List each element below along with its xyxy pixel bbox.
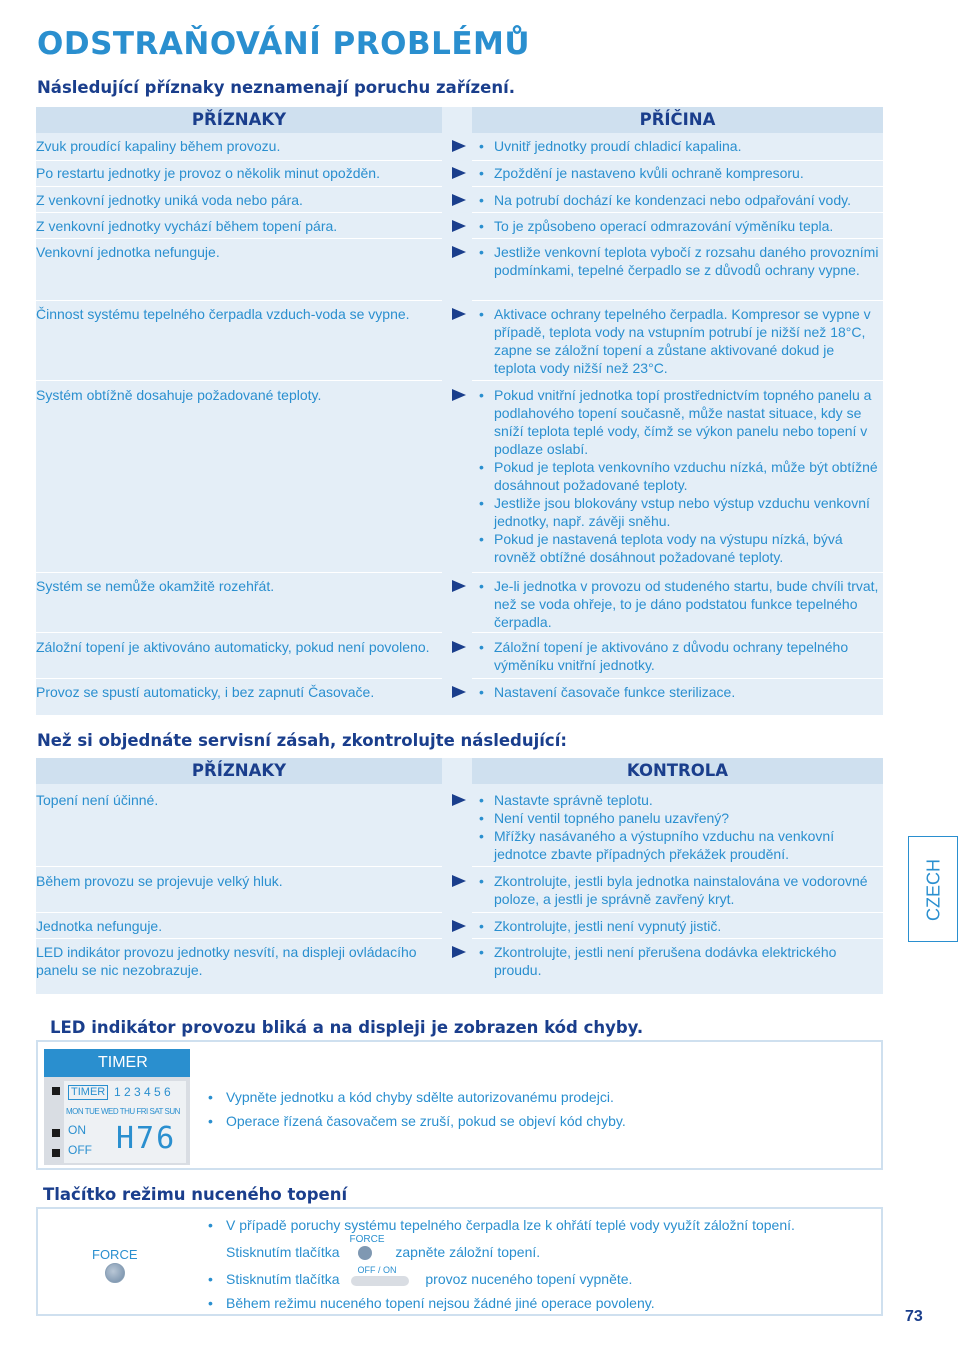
row-divider <box>36 300 442 301</box>
force-inline-icon: FORCE <box>347 1243 387 1261</box>
list-item: Stisknutím tlačítka FORCE zapněte záložní topení. <box>226 1234 541 1260</box>
page-title: ODSTRAŇOVÁNÍ PROBLÉMŮ <box>37 26 531 62</box>
cause-cell <box>479 638 879 674</box>
arrow-icon <box>452 875 466 887</box>
arrow-icon <box>452 167 466 179</box>
section2-heading: Než si objednáte servisní zásah, zkontrolujte následující: <box>37 731 567 750</box>
cause-cell <box>479 191 879 209</box>
arrow-icon <box>452 308 466 320</box>
check-cell <box>479 791 879 863</box>
list-item: • Mřížky nasávaného a výstupního vzduchu na venkovní jednotce zbavte případných překážek proudění. <box>479 827 879 863</box>
lcd-screen: TIMER 1 2 3 4 5 6 MON TUE WED THU FRI SAT SUN ON OFF H76 <box>64 1081 186 1163</box>
arrow-icon <box>452 686 466 698</box>
list-item: • Pokud vnitřní jednotka topí prostřednictvím topného panelu a podlahového topení současně, může nastat situace, kdy se sníží teplota teplé vody, čímž se výkon panelu nebo topení v podlaze oslabí. <box>479 386 879 458</box>
row-divider <box>36 912 442 913</box>
section1-heading: Následující příznaky neznamenají poruchu zařízení. <box>37 78 516 97</box>
indicator-mark <box>52 1129 60 1137</box>
cause-cell <box>479 243 879 279</box>
row-divider <box>36 186 442 187</box>
symptom-cell: Zvuk proudící kapaliny během provozu. <box>36 138 281 154</box>
row-divider <box>36 160 442 161</box>
cause-cell <box>479 217 879 235</box>
list-item: • Zkontrolujte, jestli byla jednotka nainstalována ve vodorovné poloze, a jestli je správně zavřený kryt. <box>479 872 879 908</box>
indicator-mark <box>52 1087 60 1095</box>
error-bullets <box>208 1088 626 1130</box>
list-item: • Zpoždění je nastaveno kvůli ochraně kompresoru. <box>479 164 879 182</box>
row-divider <box>472 572 883 573</box>
symptom-cell: Topení není účinné. <box>36 792 159 808</box>
list-item: • Během režimu nuceného topení nejsou žádné jiné operace povoleny. <box>208 1295 655 1311</box>
list-item: • Jestliže jsou blokovány vstup nebo výstup vzduchu venkovní jednotky, např. závěji sněhu. <box>479 494 879 530</box>
symptom-cell: Z venkovní jednotky vychází během topení pára. <box>36 218 338 234</box>
check-cell <box>479 917 879 935</box>
force-instructions <box>208 1216 868 1312</box>
list-item: • Nastavte správně teplotu. <box>479 791 879 809</box>
indicator-mark <box>52 1149 60 1157</box>
symptom-cell: Během provozu se projevuje velký hluk. <box>36 873 283 889</box>
row-divider <box>36 380 442 381</box>
row-divider <box>472 238 883 239</box>
list-item: • Uvnitř jednotky proudí chladicí kapalina. <box>479 137 879 155</box>
row-divider <box>36 632 442 633</box>
row-divider <box>472 212 883 213</box>
symptom-cell: Z venkovní jednotky uniká voda nebo pára. <box>36 192 303 208</box>
row-divider <box>472 160 883 161</box>
row-divider <box>472 380 883 381</box>
cause-column-header: PŘÍČINA <box>472 107 883 133</box>
row-divider <box>472 186 883 187</box>
symptom-cell: Jednotka nefunguje. <box>36 918 163 934</box>
cause-cell <box>479 577 879 631</box>
arrow-icon <box>452 194 466 206</box>
list-item: • Vypněte jednotku a kód chyby sdělte autorizovanému prodejci. <box>208 1089 614 1105</box>
arrow-icon <box>452 920 466 932</box>
timer-tab: TIMER <box>44 1049 190 1077</box>
symptom2-column-header: PŘÍZNAKY <box>36 758 442 784</box>
arrow-icon <box>452 946 466 958</box>
cause-cell <box>479 164 879 182</box>
arrow-icon <box>452 140 466 152</box>
symptom-cell: Systém obtížně dosahuje požadované teploty. <box>36 387 322 403</box>
row-divider <box>36 678 442 679</box>
list-item: • Stisknutím tlačítka OFF / ON provoz nuceného topení vypněte. <box>208 1265 633 1287</box>
list-item: • Jestliže venkovní teplota vybočí z rozsahu daného provozními podmínkami, tepelné čerpadlo se z důvodů ochrany vypne. <box>479 243 879 279</box>
arrow-icon <box>452 389 466 401</box>
symptom-cell: Provoz se spustí automaticky, i bez zapnutí Časovače. <box>36 684 375 700</box>
list-item: • To je způsobeno operací odmrazování výměníku tepla. <box>479 217 879 235</box>
row-divider <box>472 678 883 679</box>
symptom-cell: Záložní topení je aktivováno automaticky, pokud není povoleno. <box>36 639 430 655</box>
error-code: H76 <box>116 1121 177 1156</box>
row-divider <box>36 238 442 239</box>
cause-cell <box>479 386 879 566</box>
row-divider <box>472 938 883 939</box>
row-divider <box>472 912 883 913</box>
row-divider <box>36 938 442 939</box>
row-divider <box>472 300 883 301</box>
off-on-inline-icon: OFF / ON <box>347 1270 417 1288</box>
arrow-icon <box>452 794 466 806</box>
row-divider <box>36 212 442 213</box>
row-divider <box>472 632 883 633</box>
row-divider <box>472 866 883 867</box>
section3-heading: LED indikátor provozu bliká a na displeji je zobrazen kód chyby. <box>50 1018 644 1037</box>
list-item: • Záložní topení je aktivováno z důvodu ochrany tepelného výměníku vnitřní jednotky. <box>479 638 879 674</box>
cause-cell <box>479 305 879 377</box>
list-item: • Zkontrolujte, jestli není přerušena dodávka elektrického proudu. <box>479 943 879 979</box>
symptom-column-header: PŘÍZNAKY <box>36 107 442 133</box>
check-cell <box>479 872 879 908</box>
list-item: • Aktivace ochrany tepelného čerpadla. Kompresor se vypne v případě, teplota vody na vstupním potrubí je nižší než 18°C, zapne se záložní topení a zůstane aktivované dokud je teplota vody nižší než 23°C. <box>479 305 879 377</box>
arrow-icon <box>452 220 466 232</box>
list-item: • Pokud je teplota venkovního vzduchu nízká, může být obtížné dosáhnout požadované teploty. <box>479 458 879 494</box>
force-button[interactable] <box>105 1263 125 1283</box>
symptom-cell: LED indikátor provozu jednotky nesvítí, na displeji ovládacího panelu se nic nezobrazuje. <box>36 944 417 978</box>
row-divider <box>36 866 442 867</box>
list-item: • Nastavení časovače funkce sterilizace. <box>479 683 879 701</box>
list-item: • Zkontrolujte, jestli není vypnutý jistič. <box>479 917 879 935</box>
symptom-cell: Po restartu jednotky je provoz o několik minut opožděn. <box>36 165 380 181</box>
section4-heading: Tlačítko režimu nuceného topení <box>43 1185 348 1204</box>
list-item: • Je-li jednotka v provozu od studeného startu, bude chvíli trvat, než se voda ohřeje, to je dáno podstatou funkce tepelného čerpadla. <box>479 577 879 631</box>
check-column-header: KONTROLA <box>472 758 883 784</box>
list-item: • V případě poruchy systému tepelného čerpadla lze k ohřátí teplé vody využít záložní topení. <box>208 1217 795 1233</box>
arrow-icon <box>452 580 466 592</box>
list-item: • Není ventil topného panelu uzavřený? <box>479 809 879 827</box>
row-divider <box>36 572 442 573</box>
page-number: 73 <box>905 1308 923 1325</box>
arrow-icon <box>452 246 466 258</box>
list-item: • Na potrubí dochází ke kondenzaci nebo odpařování vody. <box>479 191 879 209</box>
arrow-icon <box>452 641 466 653</box>
list-item: • Operace řízená časovačem se zruší, pokud se objeví kód chyby. <box>208 1113 626 1129</box>
symptom-cell: Systém se nemůže okamžitě rozehřát. <box>36 578 275 594</box>
symptom-cell: Venkovní jednotka nefunguje. <box>36 244 220 260</box>
display-panel <box>44 1049 190 1165</box>
symptom-cell: Činnost systému tepelného čerpadla vzduch-voda se vypne. <box>36 306 410 322</box>
language-tab: CZECH <box>908 836 958 942</box>
cause-cell <box>479 683 879 701</box>
check-cell <box>479 943 879 979</box>
list-item: • Pokud je nastavená teplota vody na výstupu nízká, bývá rovněž obtížné dosáhnout požadované teploty. <box>479 530 879 566</box>
cause-cell <box>479 137 879 155</box>
